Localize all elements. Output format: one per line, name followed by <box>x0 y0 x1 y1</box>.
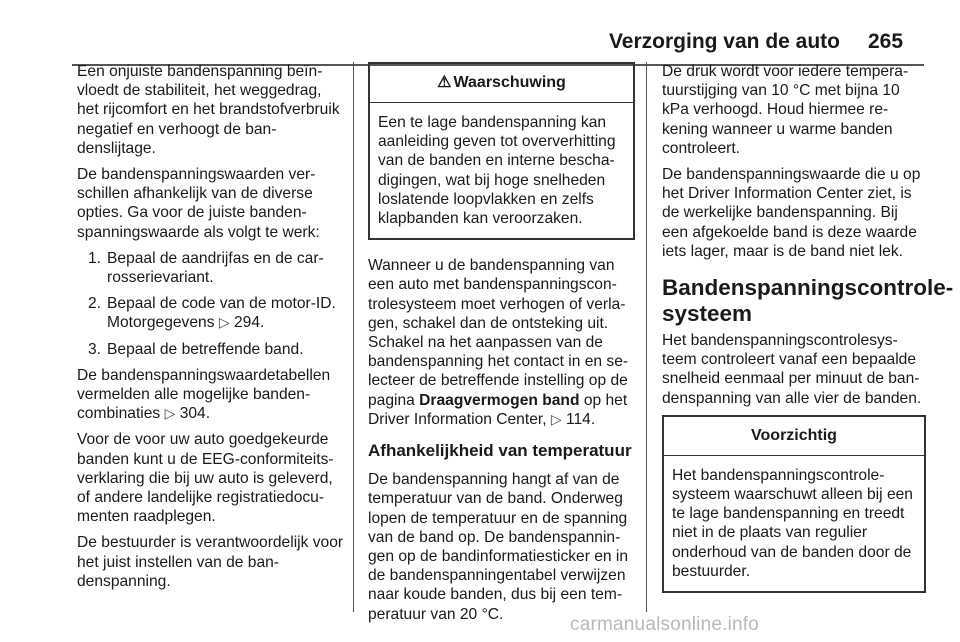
step-text: Bepaal de code van de motor-ID. Motorgegevens <box>107 295 336 332</box>
warning-header <box>370 64 633 103</box>
paragraph-tpms: Het bandenspanningscontrolesysteem controleert vanaf een bepaalde snelheid eenmaal per minuut de bandenspanning van alle vier de banden. <box>662 332 922 407</box>
caution-body: Het bandenspanningscontrolesysteem waarschuwt alleen bij een te lage bandenspanning en treedt niet in de plaats van regulier onderhoud van de banden door de bestuurder. <box>672 466 913 580</box>
paragraph-dic-value: De bandenspanningswaarde die u op het Driver Information Center ziet, is de werkelijke bandenspanning. Bij een afgekoelde band is deze waarde iets lager, maar is de band niet lek. <box>662 166 921 260</box>
column-divider-2 <box>646 62 647 612</box>
column-middle <box>368 62 635 631</box>
step-text-with-ref <box>107 294 345 332</box>
subheading-temperature: Afhankelijkheid van temperatuur <box>368 441 632 461</box>
paragraph-adjust-pressure <box>368 256 635 429</box>
step-number: 1. <box>87 249 101 267</box>
page-title: Verzorging van de auto <box>608 30 840 53</box>
page-reference-link[interactable]: 304. <box>179 405 211 423</box>
caution-box <box>662 415 926 593</box>
watermark: carmanualsonline.info <box>570 614 760 635</box>
list-item <box>77 340 345 359</box>
warning-box <box>368 62 635 240</box>
menu-item-reference: Draagvermogen band <box>419 391 580 409</box>
paragraph-tables <box>77 366 345 424</box>
page-reference-arrow-icon: ▷ <box>218 314 230 331</box>
column-right <box>662 62 954 609</box>
page-reference-link[interactable]: 114. <box>566 410 596 428</box>
warning-body: Een te lage bandenspanning kan aanleiding geven tot oververhitting van de banden en interne beschadigingen, wat bij hoge snelheden loslatende loopvlakken en zelfs klapbanden kan veroorzaken. <box>378 114 616 228</box>
paragraph-pressure-values: De bandenspanningswaarden verschillen afhankelijk van de diverse opties. Ga voor de juiste bandenspanningswaarde als volgt te werk: <box>77 166 320 241</box>
step-text: Bepaal de betreffende band. <box>107 340 304 358</box>
warning-triangle-icon: ⚠ <box>437 74 452 91</box>
section-heading-tpms: Bandenspanningscontrolesysteem <box>662 275 954 327</box>
paragraph-text: Wanneer u de bandenspanning van een auto met bandenspanningscontrolesysteem moet verhogen of verlagen, schakel dan de ontsteking uit. Schakel na het aanpassen van de bandenspanning het contact in en selecteer de betreffende instelling op de pagina <box>368 257 629 409</box>
warning-title: Waarschuwing <box>453 74 566 91</box>
paragraph-text: op het Driver Information Center, <box>368 391 628 428</box>
step-text: Bepaal de aandrijfas en de carrosserievariant. <box>107 249 324 287</box>
paragraph-temperature: De bandenspanning hangt af van de temperatuur van de band. Onderweg lopen de temperatuur en de spanning van de band op. De bandenspanningen op de bandinformatiesticker en in de bandenspanningentabel verwijzen naar koude banden, dus bij een temperatuur van 20 °C. <box>368 471 629 623</box>
page-reference-arrow-icon: ▷ <box>164 405 176 422</box>
paragraph-tire-pressure-effects: Een onjuiste bandenspanning beïnvloedt de stabiliteit, het weggedrag, het rijcomfort en het brandstofverbruik negatief en verhoogt de bandenslijtage. <box>77 63 340 157</box>
paragraph-approved-tires: Voor de voor uw auto goedgekeurde banden kunt u de EEG-conformiteitsverklaring die bij uw auto is geleverd, of andere landelijke registratiedocumenten raadplegen. <box>77 431 334 526</box>
step-number: 2. <box>87 295 101 313</box>
column-divider-1 <box>353 62 354 612</box>
page-reference-link[interactable]: 294. <box>233 314 265 332</box>
paragraph-driver-responsibility: De bestuurder is verantwoordelijk voor het juist instellen van de bandenspanning. <box>77 534 344 590</box>
list-item <box>77 249 345 287</box>
paragraph-text: De bandenspanningswaardetabellen vermelden alle mogelijke bandencombinaties <box>77 366 331 423</box>
step-number: 3. <box>87 340 101 358</box>
page-number: 265 <box>868 30 904 53</box>
steps-list <box>77 249 345 359</box>
caution-header: Voorzichtig <box>664 417 924 456</box>
page-header <box>0 24 960 64</box>
paragraph-pressure-rise: De druk wordt voor iedere temperatuurstijging van 10 °C met bijna 10 kPa verhoogd. Houd hiermee rekening wanneer u warme banden controleert. <box>662 63 909 157</box>
page-reference-arrow-icon: ▷ <box>550 410 562 427</box>
list-item <box>77 294 345 332</box>
column-left <box>77 62 345 598</box>
